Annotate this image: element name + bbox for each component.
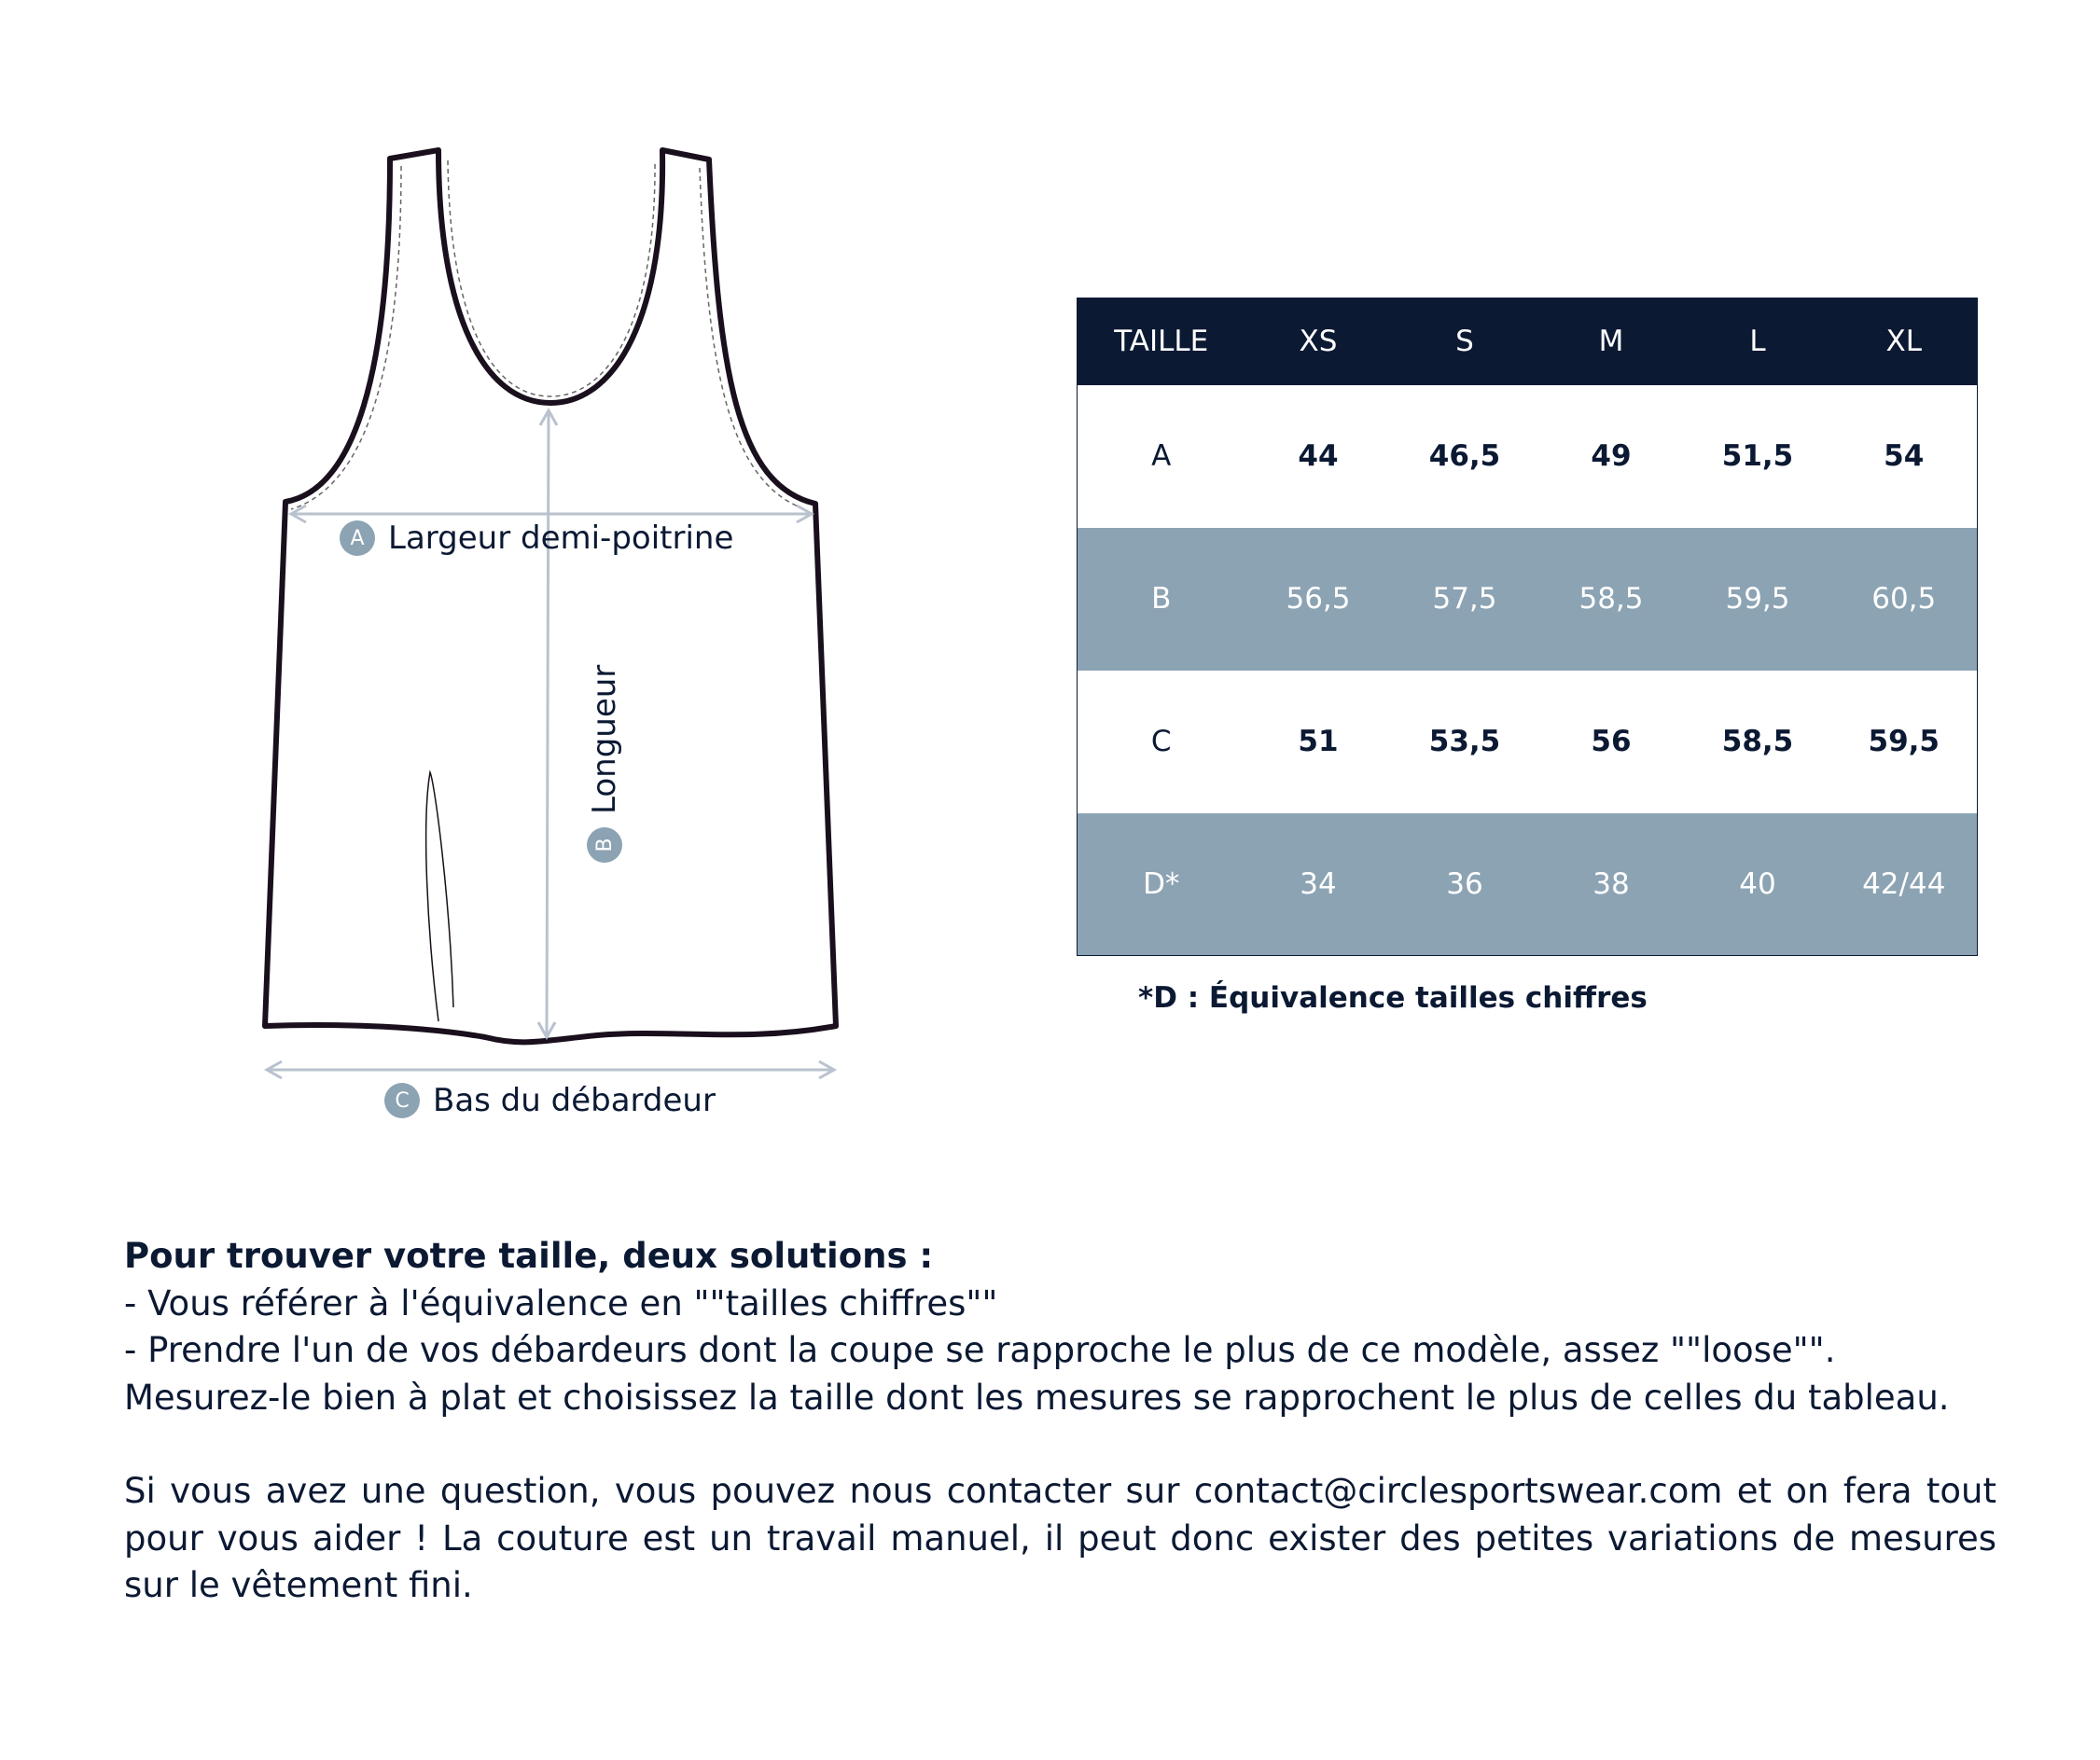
table-cell: 40 xyxy=(1739,866,1776,901)
size-table-header xyxy=(1078,298,1978,385)
header-xs: XS xyxy=(1299,325,1338,359)
table-cell: 53,5 xyxy=(1428,725,1501,758)
right-armhole-stitching xyxy=(700,168,808,510)
table-cell: 42/44 xyxy=(1862,866,1946,901)
header-size: TAILLE xyxy=(1114,325,1209,359)
paragraph-gap xyxy=(124,1421,1996,1468)
table-row xyxy=(1078,385,1978,528)
row-label: B xyxy=(1151,582,1172,616)
left-armhole-stitching xyxy=(291,166,401,509)
table-cell: 56 xyxy=(1591,725,1632,758)
row-label: A xyxy=(1151,439,1172,473)
chest-width-text: Largeur demi-poitrine xyxy=(388,520,734,557)
tank-top-illustration xyxy=(0,0,1026,1166)
table-cell: 54 xyxy=(1884,439,1925,473)
table-cell: 34 xyxy=(1300,866,1337,901)
row-label: C xyxy=(1150,725,1172,758)
hem-width-badge: C xyxy=(384,1083,420,1118)
guide-option-1: - Vous référer à l'équivalence en ""tailles chiffres"" xyxy=(124,1282,998,1323)
table-footnote: *D : Équivalence tailles chiffres xyxy=(1138,981,1648,1015)
table-cell: 60,5 xyxy=(1871,582,1937,616)
hem-width-text: Bas du débardeur xyxy=(433,1082,716,1119)
table-cell: 49 xyxy=(1591,439,1632,473)
tank-top-outline xyxy=(265,150,836,1042)
table-cell: 58,5 xyxy=(1721,725,1794,758)
length-text: Longueur xyxy=(586,664,623,814)
table-cell: 51,5 xyxy=(1721,439,1794,473)
guide-instruction: Mesurez-le bien à plat et choisissez la taille dont les mesures se rapprochent le plus de celles du tableau. xyxy=(124,1377,1950,1418)
table-cell: 56,5 xyxy=(1286,582,1351,616)
table-row xyxy=(1078,813,1978,956)
table-cell: 46,5 xyxy=(1428,439,1501,473)
length-label xyxy=(586,665,623,863)
length-badge: B xyxy=(587,827,622,863)
size-table xyxy=(1077,298,1978,956)
row-label: D* xyxy=(1143,866,1180,901)
hem-width-label xyxy=(384,1082,716,1119)
table-cell: 58,5 xyxy=(1578,582,1644,616)
header-l: L xyxy=(1749,325,1766,359)
hem-width-arrow xyxy=(267,1061,834,1078)
table-cell: 59,5 xyxy=(1868,725,1940,758)
table-cell: 57,5 xyxy=(1432,582,1497,616)
table-cell: 36 xyxy=(1446,866,1483,901)
guide-option-2: - Prendre l'un de vos débardeurs dont la coupe se rapproche le plus de ce modèle, assez ""loose"". xyxy=(124,1330,1836,1370)
chest-width-label xyxy=(340,520,733,557)
guide-heading: Pour trouver votre taille, deux solutions : xyxy=(124,1236,934,1276)
table-row xyxy=(1078,528,1978,671)
side-slit xyxy=(426,772,453,1021)
contact-paragraph: Si vous avez une question, vous pouvez nous contacter sur contact@circlesportswear.com et on fera tout pour vous aider ! La couture est un travail manuel, il peut donc exister des petites variations de mesures sur le vêtement fini. xyxy=(124,1471,1996,1605)
header-m: M xyxy=(1598,325,1624,359)
size-guide-text xyxy=(124,1233,1996,1610)
table-cell: 59,5 xyxy=(1725,582,1790,616)
header-xl: XL xyxy=(1885,325,1922,359)
length-arrow xyxy=(538,410,557,1037)
header-s: S xyxy=(1455,325,1474,359)
chest-width-badge: A xyxy=(340,520,375,556)
tank-top-diagram xyxy=(0,0,1026,1166)
table-cell: 51 xyxy=(1298,725,1339,758)
table-cell: 44 xyxy=(1298,439,1339,473)
table-cell: 38 xyxy=(1592,866,1630,901)
table-row xyxy=(1078,671,1978,813)
